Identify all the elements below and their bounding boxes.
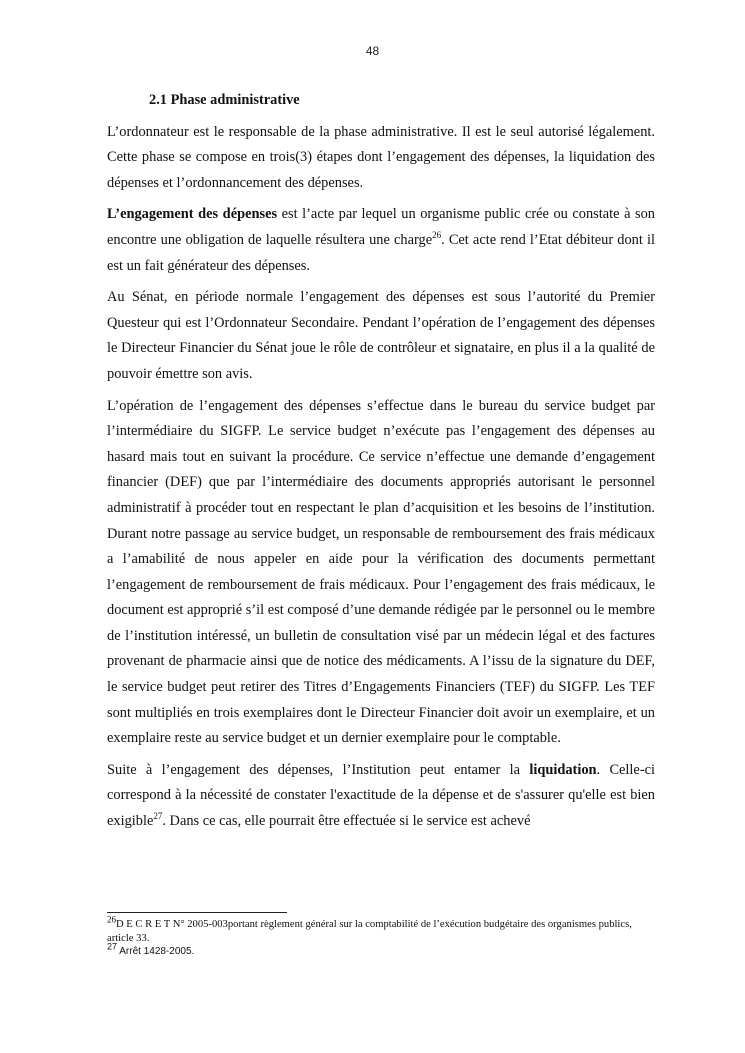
footnote-separator bbox=[107, 912, 287, 913]
section-heading: 2.1 Phase administrative bbox=[149, 92, 300, 108]
paragraph-operation: L’opération de l’engagement des dépenses s’effectue dans le bureau du service budget par l’intermédiaire du SIGFP. Le service budget n’exécute pas l’engagement des dépenses au hasard mais tout en suivant la procédure. Ce service n’effectue une demande d’engagement financier (DEF) que par l’intermédiaire des documents appropriés autorisant le personnel administratif à procéder tout en respectant le plan d’acquisition et les besoins de l’institution. Durant notre passage au service budget, un responsable de remboursement des frais médicaux a l’amabilité de nous appeler en aide pour la vérification des documents permettant l’engagement de remboursement de frais médicaux. Pour l’engagement des frais médicaux, le document est approprié s’il est composé d’une demande rédigée par le personnel ou le membre de l’institution intéressé, un bulletin de consultation visé par un médecin légal et des factures provenant de pharmacie ainsi que de notice des médicaments. A l’issu de la signature du DEF, le service budget peut retirer des Titres d’Engagements Financiers (TEF) du SIGFP. Les TEF sont multipliés en trois exemplaires dont le Directeur Financier doit avoir un exemplaire, et un exemplaire reste au service budget et un dernier exemplaire pour le comptable. bbox=[107, 397, 655, 747]
footnote-26 bbox=[107, 914, 655, 945]
liquidation-text: . Celle-ci correspond à la nécessité de constater l'exactitude de la dépense et de s'assurer qu'elle est bien exigible bbox=[107, 761, 655, 830]
liquidation-term: liquidation bbox=[529, 761, 597, 778]
engagement-term: L’engagement des dépenses bbox=[107, 206, 278, 223]
liquidation-intro: Suite à l’engagement des dépenses, l’Institution peut entamer la bbox=[107, 761, 530, 778]
footnote-27-text: Arrêt 1428-2005. bbox=[117, 946, 195, 957]
engagement-definition-end: . Cet acte rend l’Etat débiteur dont il est un fait générateur des dépenses. bbox=[107, 231, 655, 274]
footnotes bbox=[107, 914, 655, 959]
page-number: 48 bbox=[365, 44, 380, 58]
footnote-ref-27[interactable]: 27 bbox=[153, 811, 163, 822]
paragraph-liquidation bbox=[107, 758, 655, 835]
paragraph-ordonnateur: L’ordonnateur est le responsable de la phase administrative. Il est le seul autorisé légalement. Cette phase se compose en trois(3) étapes dont l’engagement des dépenses, la liquidation des dépenses et l’ordonnancement des dépenses. bbox=[107, 123, 655, 191]
paragraph-engagement-definition bbox=[107, 202, 655, 279]
footnote-26-number: 26 bbox=[107, 914, 116, 925]
body-text bbox=[107, 88, 655, 841]
liquidation-text-end: . Dans ce cas, elle pourrait être effectuée si le service est achevé bbox=[162, 813, 531, 830]
paragraph-senat: Au Sénat, en période normale l’engagement des dépenses est sous l’autorité du Premier Questeur qui est l’Ordonnateur Secondaire. Pendant l’opération de l’engagement des dépenses le Directeur Financier du Sénat joue le rôle de contrôleur et signataire, en plus il a la qualité de pouvoir émettre son avis. bbox=[107, 289, 655, 382]
footnote-27-number: 27 bbox=[107, 941, 118, 952]
engagement-definition-text: est l’acte par lequel un organisme public crée ou constate à son encontre une obligation de laquelle résultera une charge bbox=[107, 206, 655, 248]
footnote-27 bbox=[107, 941, 655, 959]
footnote-ref-26[interactable]: 26 bbox=[432, 230, 442, 241]
footnote-26-text: D E C R E T N° 2005-003portant règlement général sur la comptabilité de l’exécution budgétaire des organismes publics, article 33. bbox=[107, 919, 632, 944]
